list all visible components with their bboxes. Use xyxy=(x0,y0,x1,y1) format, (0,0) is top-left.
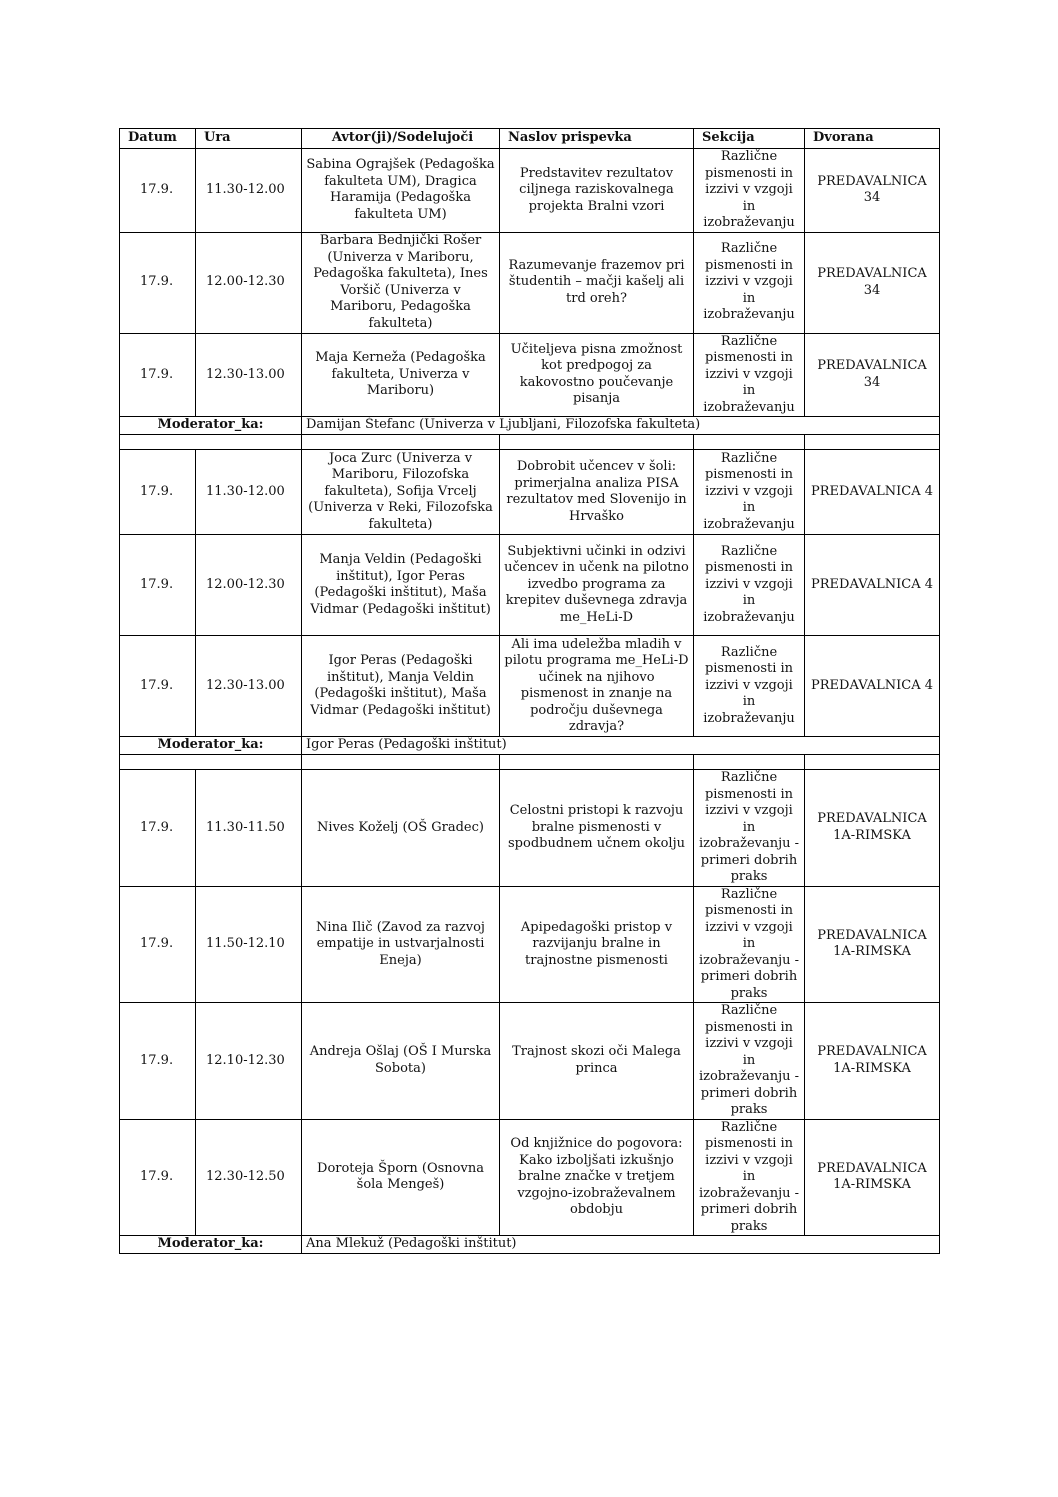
cell-section: Različne pismenosti in izzivi v vzgoji in izobraževanju - primeri dobrih praks xyxy=(694,770,805,887)
cell-date: 17.9. xyxy=(120,333,196,417)
cell-section: Različne pismenosti in izzivi v vzgoji in izobraževanju - primeri dobrih praks xyxy=(694,1119,805,1236)
moderator-label: Moderator_ka: xyxy=(120,737,302,755)
table-row xyxy=(120,450,940,535)
cell-time: 12.10-12.30 xyxy=(196,1003,302,1120)
cell-date: 17.9. xyxy=(120,149,196,233)
cell-section: Različne pismenosti in izzivi v vzgoji in izobraževanju xyxy=(694,333,805,417)
cell-time: 12.30-12.50 xyxy=(196,1119,302,1236)
cell-date: 17.9. xyxy=(120,636,196,737)
cell-authors: Nives Koželj (OŠ Gradec) xyxy=(302,770,500,887)
table-row xyxy=(120,770,940,887)
cell-title: Predstavitev rezultatov ciljnega raziskovalnega projekta Bralni vzori xyxy=(500,149,694,233)
spacer-row xyxy=(120,435,940,450)
cell-authors: Sabina Ograjšek (Pedagoška fakulteta UM), Dragica Haramija (Pedagoška fakulteta UM) xyxy=(302,149,500,233)
header-authors: Avtor(ji)/Sodelujoči xyxy=(302,129,500,149)
cell-date: 17.9. xyxy=(120,1003,196,1120)
moderator-name: Igor Peras (Pedagoški inštitut) xyxy=(302,737,940,755)
moderator-row xyxy=(120,417,940,435)
header-row xyxy=(120,129,940,149)
table-row xyxy=(120,886,940,1003)
cell-room: PREDAVALNICA 1A-RIMSKA xyxy=(805,1119,940,1236)
cell-title: Dobrobit učencev v šoli: primerjalna analiza PISA rezultatov med Slovenijo in Hrvaško xyxy=(500,450,694,535)
cell-authors: Manja Veldin (Pedagoški inštitut), Igor Peras (Pedagoški inštitut), Maša Vidmar (Pedagoški inštitut) xyxy=(302,535,500,636)
table-row xyxy=(120,636,940,737)
cell-title: Celostni pristopi k razvoju bralne pismenosti v spodbudnem učnem okolju xyxy=(500,770,694,887)
cell-title: Apipedagoški pristop v razvijanju bralne in trajnostne pismenosti xyxy=(500,886,694,1003)
cell-section: Različne pismenosti in izzivi v vzgoji in izobraževanju xyxy=(694,149,805,233)
schedule-table xyxy=(119,128,940,1254)
cell-date: 17.9. xyxy=(120,1119,196,1236)
table-row xyxy=(120,232,940,333)
cell-time: 11.30-12.00 xyxy=(196,149,302,233)
table-row xyxy=(120,1003,940,1120)
cell-room: PREDAVALNICA 4 xyxy=(805,535,940,636)
moderator-name: Ana Mlekuž (Pedagoški inštitut) xyxy=(302,1236,940,1254)
cell-time: 11.30-11.50 xyxy=(196,770,302,887)
cell-authors: Joca Zurc (Univerza v Mariboru, Filozofska fakulteta), Sofija Vrcelj (Univerza v Reki, Filozofska fakulteta) xyxy=(302,450,500,535)
cell-time: 12.30-13.00 xyxy=(196,636,302,737)
cell-authors: Maja Kerneža (Pedagoška fakulteta, Univerza v Mariboru) xyxy=(302,333,500,417)
cell-authors: Doroteja Šporn (Osnovna šola Mengeš) xyxy=(302,1119,500,1236)
cell-room: PREDAVALNICA 34 xyxy=(805,333,940,417)
cell-title: Ali ima udeležba mladih v pilotu programa me_HeLi-D učinek na njihovo pismenost in znanje na področju duševnega zdravja? xyxy=(500,636,694,737)
cell-section: Različne pismenosti in izzivi v vzgoji in izobraževanju xyxy=(694,535,805,636)
cell-date: 17.9. xyxy=(120,450,196,535)
cell-authors: Igor Peras (Pedagoški inštitut), Manja Veldin (Pedagoški inštitut), Maša Vidmar (Pedagoški inštitut) xyxy=(302,636,500,737)
header-time: Ura xyxy=(196,129,302,149)
cell-title: Trajnost skozi oči Malega princa xyxy=(500,1003,694,1120)
cell-title: Učiteljeva pisna zmožnost kot predpogoj za kakovostno poučevanje pisanja xyxy=(500,333,694,417)
cell-section: Različne pismenosti in izzivi v vzgoji in izobraževanju xyxy=(694,636,805,737)
cell-room: PREDAVALNICA 1A-RIMSKA xyxy=(805,1003,940,1120)
cell-time: 12.00-12.30 xyxy=(196,535,302,636)
cell-room: PREDAVALNICA 34 xyxy=(805,232,940,333)
moderator-label: Moderator_ka: xyxy=(120,1236,302,1254)
cell-room: PREDAVALNICA 1A-RIMSKA xyxy=(805,886,940,1003)
cell-authors: Barbara Bednjički Rošer (Univerza v Mariboru, Pedagoška fakulteta), Ines Voršič (Univerza v Mariboru, Pedagoška fakulteta) xyxy=(302,232,500,333)
header-date: Datum xyxy=(120,129,196,149)
cell-date: 17.9. xyxy=(120,535,196,636)
cell-date: 17.9. xyxy=(120,232,196,333)
moderator-label: Moderator_ka: xyxy=(120,417,302,435)
cell-section: Različne pismenosti in izzivi v vzgoji in izobraževanju - primeri dobrih praks xyxy=(694,1003,805,1120)
cell-room: PREDAVALNICA 4 xyxy=(805,636,940,737)
table-row xyxy=(120,333,940,417)
cell-room: PREDAVALNICA 4 xyxy=(805,450,940,535)
header-section: Sekcija xyxy=(694,129,805,149)
table-row xyxy=(120,1119,940,1236)
spacer-row xyxy=(120,755,940,770)
table-row xyxy=(120,535,940,636)
cell-date: 17.9. xyxy=(120,770,196,887)
cell-title: Od knjižnice do pogovora: Kako izboljšati izkušnjo bralne značke v tretjem vzgojno-izobraževalnem obdobju xyxy=(500,1119,694,1236)
moderator-name: Damijan Štefanc (Univerza v Ljubljani, Filozofska fakulteta) xyxy=(302,417,940,435)
cell-title: Subjektivni učinki in odzivi učencev in učenk na pilotno izvedbo programa za krepitev duševnega zdravja me_HeLi-D xyxy=(500,535,694,636)
moderator-row xyxy=(120,1236,940,1254)
cell-section: Različne pismenosti in izzivi v vzgoji in izobraževanju xyxy=(694,450,805,535)
cell-date: 17.9. xyxy=(120,886,196,1003)
cell-authors: Nina Ilič (Zavod za razvoj empatije in ustvarjalnosti Eneja) xyxy=(302,886,500,1003)
cell-room: PREDAVALNICA 1A-RIMSKA xyxy=(805,770,940,887)
cell-time: 12.00-12.30 xyxy=(196,232,302,333)
cell-section: Različne pismenosti in izzivi v vzgoji in izobraževanju - primeri dobrih praks xyxy=(694,886,805,1003)
table-row xyxy=(120,149,940,233)
header-room: Dvorana xyxy=(805,129,940,149)
cell-room: PREDAVALNICA 34 xyxy=(805,149,940,233)
moderator-row xyxy=(120,737,940,755)
header-title: Naslov prispevka xyxy=(500,129,694,149)
cell-time: 11.50-12.10 xyxy=(196,886,302,1003)
cell-authors: Andreja Ošlaj (OŠ I Murska Sobota) xyxy=(302,1003,500,1120)
cell-time: 11.30-12.00 xyxy=(196,450,302,535)
cell-title: Razumevanje frazemov pri študentih – mačji kašelj ali trd oreh? xyxy=(500,232,694,333)
cell-time: 12.30-13.00 xyxy=(196,333,302,417)
cell-section: Različne pismenosti in izzivi v vzgoji in izobraževanju xyxy=(694,232,805,333)
